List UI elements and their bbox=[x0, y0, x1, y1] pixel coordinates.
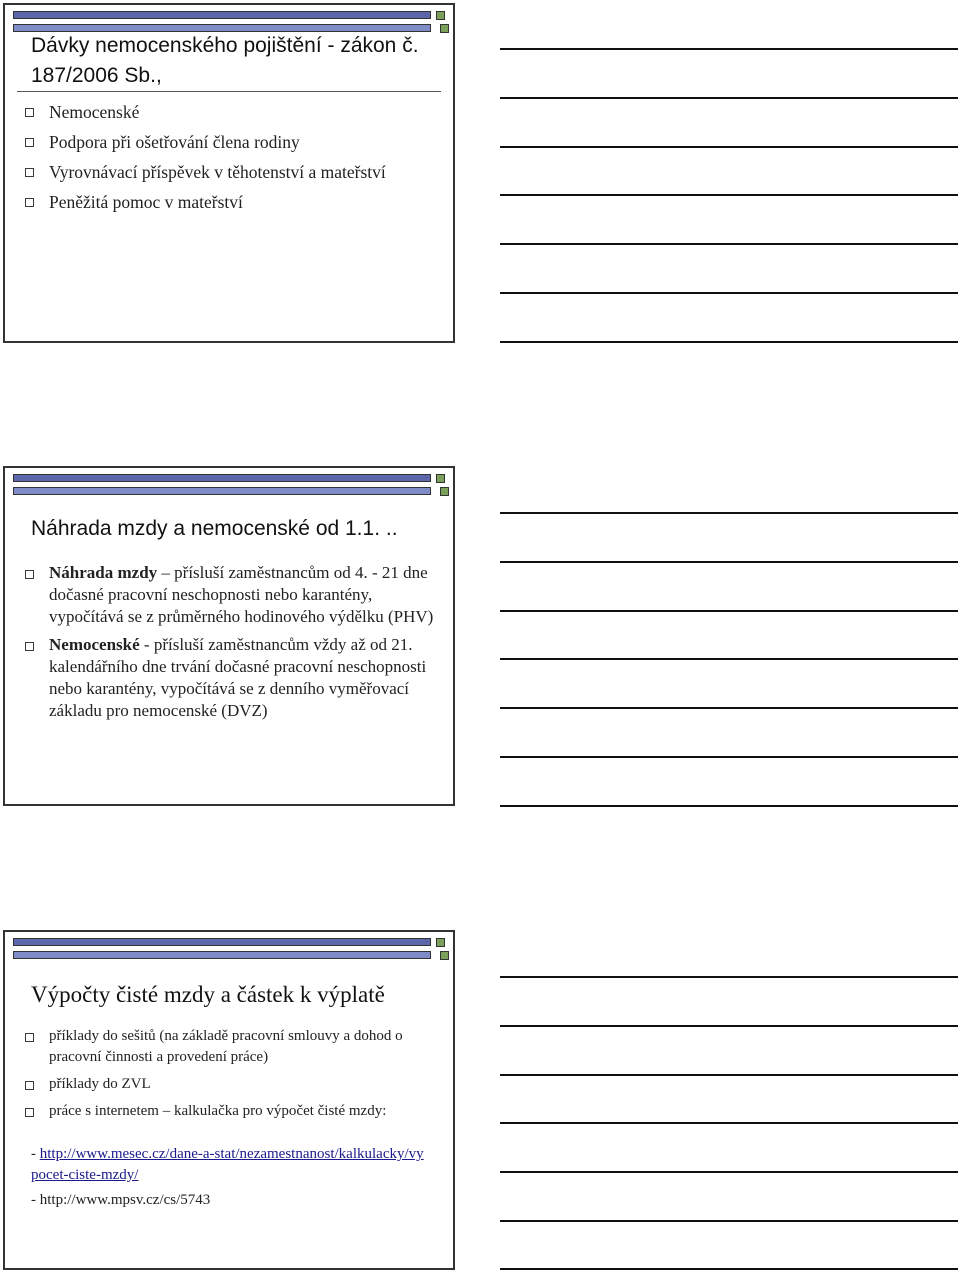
bullet-square-icon bbox=[25, 1081, 34, 1090]
bullet-square-icon bbox=[25, 1033, 34, 1042]
calculator-link[interactable]: http://www.mesec.cz/dane-a-stat/nezamestnanost/kalkulacky/vypocet-ciste-mzdy/ bbox=[31, 1146, 424, 1183]
slide-title: Náhrada mzdy a nemocenské od 1.1. .. bbox=[31, 517, 398, 540]
slide-header-bar bbox=[13, 487, 431, 495]
slide-1 bbox=[3, 3, 455, 343]
note-line bbox=[500, 292, 958, 294]
bullet-square-icon bbox=[25, 1108, 34, 1117]
note-line bbox=[500, 243, 958, 245]
slide-header-bar bbox=[13, 11, 431, 19]
note-line bbox=[500, 1122, 958, 1124]
list-item: práce s internetem – kalkulačka pro výpočet čisté mzdy: bbox=[21, 1101, 443, 1122]
note-line bbox=[500, 341, 958, 343]
list-item: příklady do sešitů (na základě pracovní smlouvy a dohod o pracovní činnosti a provedení práce) bbox=[21, 1026, 443, 1068]
note-line bbox=[500, 1220, 958, 1222]
mpsv-link-line: - http://www.mpsv.cz/cs/5743 bbox=[31, 1192, 211, 1208]
list-item: Peněžitá pomoc v mateřství bbox=[21, 189, 443, 215]
slide-corner-square bbox=[436, 938, 445, 947]
note-line bbox=[500, 1074, 958, 1076]
note-line bbox=[500, 561, 958, 563]
bullet-list bbox=[21, 1026, 443, 1128]
slide-header-bar bbox=[13, 951, 431, 959]
note-line bbox=[500, 805, 958, 807]
list-item: Nemocenské bbox=[21, 99, 443, 125]
slide-corner-square bbox=[440, 951, 449, 960]
slide-corner-square bbox=[440, 487, 449, 496]
slide-title: Dávky nemocenského pojištění - zákon č. 187/2006 Sb., bbox=[31, 34, 419, 87]
list-item: Nemocenské - přísluší zaměstnancům vždy až od 21. kalendářního dne trvání dočasné pracovní neschopnosti nebo karantény, vypočítává se z denního vyměřovací základu pro nemocenské (DVZ) bbox=[21, 634, 443, 722]
note-line bbox=[500, 97, 958, 99]
slide-header-bar bbox=[13, 474, 431, 482]
note-line bbox=[500, 48, 958, 50]
list-item: Podpora při ošetřování člena rodiny bbox=[21, 129, 443, 155]
bullet-square-icon bbox=[25, 570, 34, 579]
note-line bbox=[500, 756, 958, 758]
note-line bbox=[500, 512, 958, 514]
title-divider bbox=[17, 91, 441, 92]
bullet-square-icon bbox=[25, 168, 34, 177]
note-line bbox=[500, 194, 958, 196]
note-line bbox=[500, 610, 958, 612]
note-line bbox=[500, 976, 958, 978]
slide-corner-square bbox=[436, 474, 445, 483]
note-line bbox=[500, 1171, 958, 1173]
list-item: Náhrada mzdy – přísluší zaměstnancům od 4. - 21 dne dočasné pracovní neschopnosti nebo karantény, vypočítává se z průměrného hodinového výdělku (PHV) bbox=[21, 562, 443, 628]
note-line bbox=[500, 1268, 958, 1270]
bullet-square-icon bbox=[25, 108, 34, 117]
slide-corner-square bbox=[440, 24, 449, 33]
bullet-list bbox=[21, 562, 443, 728]
bullet-list bbox=[21, 99, 443, 219]
list-item: příklady do ZVL bbox=[21, 1074, 443, 1095]
slide-2 bbox=[3, 466, 455, 806]
slide-3 bbox=[3, 930, 455, 1270]
note-line bbox=[500, 1025, 958, 1027]
bullet-square-icon bbox=[25, 642, 34, 651]
note-line bbox=[500, 658, 958, 660]
slide-title: Výpočty čisté mzdy a částek k výplatě bbox=[31, 982, 385, 1007]
bullet-square-icon bbox=[25, 138, 34, 147]
list-item: Vyrovnávací příspěvek v těhotenství a mateřství bbox=[21, 159, 443, 185]
slide-header-bar bbox=[13, 938, 431, 946]
slide-corner-square bbox=[436, 11, 445, 20]
bullet-square-icon bbox=[25, 198, 34, 207]
note-line bbox=[500, 146, 958, 148]
calculator-link-line: - http://www.mesec.cz/dane-a-stat/nezamestnanost/kalkulacky/vypocet-ciste-mzdy/ bbox=[31, 1146, 424, 1183]
note-line bbox=[500, 707, 958, 709]
